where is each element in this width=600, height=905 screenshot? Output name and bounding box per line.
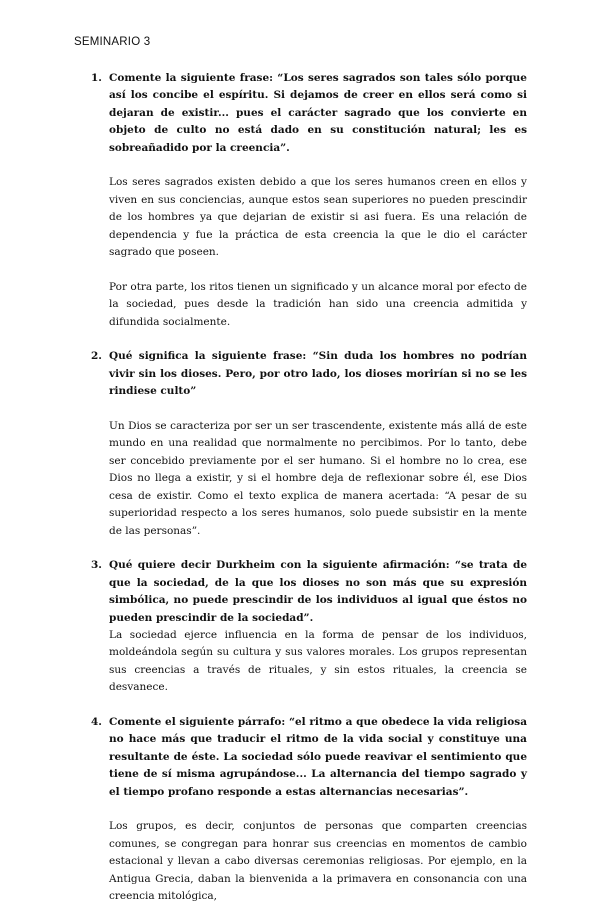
question-4-text: Comente el siguiente párrafo: “el ritmo a que obedece la vida religiosa no hace más que traducir el ritmo de la vida social y constituye una resultante de éste. La sociedad sólo puede reavivar el sentimiento que tiene de sí misma agrupándose... La alternancia del tiempo sagrado y el tiempo profano responde a estas alternancias necesarias”. [109, 715, 527, 798]
question-1-text: Comente la siguiente frase: “Los seres sagrados son tales sólo porque así los concibe el espíritu. Si dejamos de creer en ellos será como si dejaran de existir... pues el carácter sagrado que los convierte en objeto de culto no está dado en su constitución natural; les es sobreañadido por la creencia”. [109, 72, 527, 154]
question-3-text: Qué quiere decir Durkheim con la siguiente afirmación: “se trata de que la sociedad, de la que los dioses no son más que su expresión simbólica, no puede prescindir de los individuos al igual que éstos no pueden prescindir de la sociedad”. [109, 559, 527, 624]
question-2-number: 2. [91, 350, 102, 363]
answer-1-paragraph-2: Por otra parte, los ritos tienen un significado y un alcance moral por efecto de la sociedad, pues desde la tradición han sido una creencia admitida y difundida socialmente. [109, 280, 527, 328]
question-3-number: 3. [91, 559, 102, 572]
document-body [91, 70, 527, 905]
page-header-title: SEMINARIO 3 [74, 36, 151, 48]
question-1 [91, 70, 527, 157]
question-1-number: 1. [91, 72, 102, 84]
question-3 [91, 557, 527, 627]
answer-2-paragraph-1: Un Dios se caracteriza por ser un ser trascendente, existente más allá de este mundo en una realidad que normalmente no percibimos. Por lo tanto, debe ser concebido previamente por el ser humano. Si el hombre no lo crea, ese Dios no llega a existir, y si el hombre deja de reflexionar sobre él, ese Dios cesa de existir. Como el texto explica de manera acertada: “A pesar de su superioridad respecto a los seres humanos, solo puede subsistir en la mente de las personas”. [109, 420, 527, 537]
answer-1-paragraph-1: Los seres sagrados existen debido a que los seres humanos creen en ellos y viven en sus conciencias, aunque estos sean superiores no pueden prescindir de los hombres ya que dejarian de existir si asi fuera. Es una relación de dependencia y fue la práctica de esta creencia la que le dio el carácter sagrado que poseen. [109, 176, 527, 259]
answer-4-paragraph-1: Los grupos, es decir, conjuntos de personas que comparten creencias comunes, se congregan para honrar sus creencias en momentos de cambio estacional y llevan a cabo diversas ceremonias religiosas. Por ejemplo, en la Antigua Grecia, daban la bienvenida a la primavera en consonancia con una creencia mitológica, [109, 820, 527, 902]
question-4-number: 4. [91, 715, 102, 728]
question-2-text: Qué significa la siguiente frase: “Sin duda los hombres no podrían vivir sin los dioses. Pero, por otro lado, los dioses morirían si no se les rindiese culto” [109, 350, 527, 398]
answer-3-paragraph-1: La sociedad ejerce influencia en la forma de pensar de los individuos, moldeándola según su cultura y sus valores morales. Los grupos representan sus creencias a través de rituales, y sin estos rituales, la creencia se desvanece. [109, 628, 527, 694]
question-2 [91, 348, 527, 400]
question-4 [91, 714, 527, 801]
